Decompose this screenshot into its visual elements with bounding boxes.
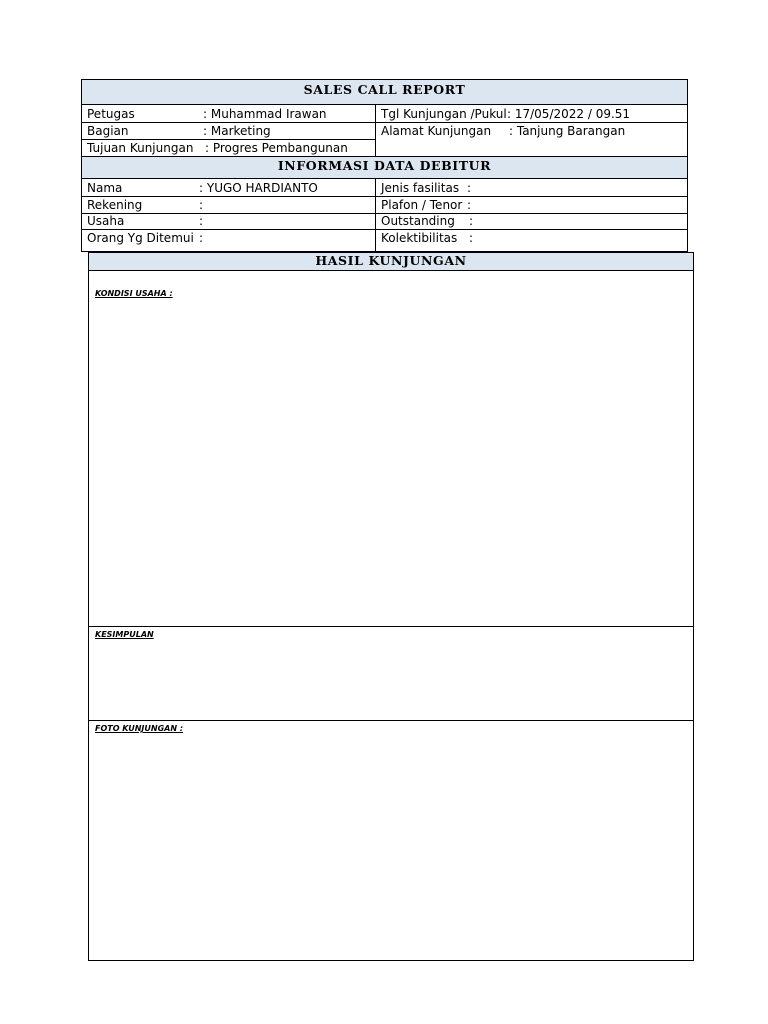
bagian-value: : Marketing xyxy=(203,124,271,138)
kesimpulan-section xyxy=(88,626,694,721)
debitur-heading: INFORMASI DATA DEBITUR xyxy=(81,156,688,179)
visit-info-box xyxy=(375,104,688,157)
plafon-value: : xyxy=(467,198,472,212)
officer-info-box xyxy=(81,104,376,157)
row-divider xyxy=(82,213,375,214)
kesimpulan-label: KESIMPULAN xyxy=(95,630,154,639)
tgl-label: Tgl Kunjungan /Pukul xyxy=(381,107,507,121)
tujuan-value: : Progres Pembangunan xyxy=(205,141,348,155)
petugas-row xyxy=(87,106,135,122)
usaha-label: Usaha xyxy=(87,214,125,228)
plafon-label: Plafon / Tenor xyxy=(381,198,463,212)
nama-label: Nama xyxy=(87,181,123,195)
outstanding-label: Outstanding xyxy=(381,214,455,228)
usaha-value: : xyxy=(199,214,204,228)
bagian-label: Bagian xyxy=(87,124,129,138)
tujuan-label: Tujuan Kunjungan xyxy=(87,141,194,155)
tujuan-row xyxy=(87,140,193,156)
tgl-value: : 17/05/2022 / 09.51 xyxy=(507,107,631,121)
petugas-value: : Muhammad Irawan xyxy=(203,107,327,121)
orang-value: : xyxy=(199,231,204,245)
orang-label: Orang Yg Ditemui xyxy=(87,231,194,245)
outstanding-value: : xyxy=(469,214,474,228)
alamat-row xyxy=(381,123,491,139)
rekening-value: : xyxy=(199,198,204,212)
debitur-right-box xyxy=(375,178,688,252)
foto-kunjungan-label: FOTO KUNJUNGAN : xyxy=(95,724,184,733)
alamat-value: : Tanjung Barangan xyxy=(509,124,626,138)
kondisi-usaha-label: KONDISI USAHA : xyxy=(95,289,173,298)
petugas-label: Petugas xyxy=(87,107,135,121)
rekening-label: Rekening xyxy=(87,198,143,212)
foto-kunjungan-section xyxy=(88,720,694,961)
report-title: SALES CALL REPORT xyxy=(81,79,688,105)
jenis-value: : xyxy=(467,181,472,195)
tgl-row xyxy=(381,106,507,122)
nama-value: : YUGO HARDIANTO xyxy=(199,181,318,195)
kolektibilitas-value: : xyxy=(469,231,474,245)
hasil-heading: HASIL KUNJUNGAN xyxy=(88,252,694,271)
kondisi-usaha-section xyxy=(88,270,694,627)
alamat-label: Alamat Kunjungan xyxy=(381,124,492,138)
bagian-row xyxy=(87,123,129,139)
jenis-label: Jenis fasilitas xyxy=(381,181,460,195)
debitur-left-box xyxy=(81,178,376,252)
kolektibilitas-label: Kolektibilitas xyxy=(381,231,458,245)
